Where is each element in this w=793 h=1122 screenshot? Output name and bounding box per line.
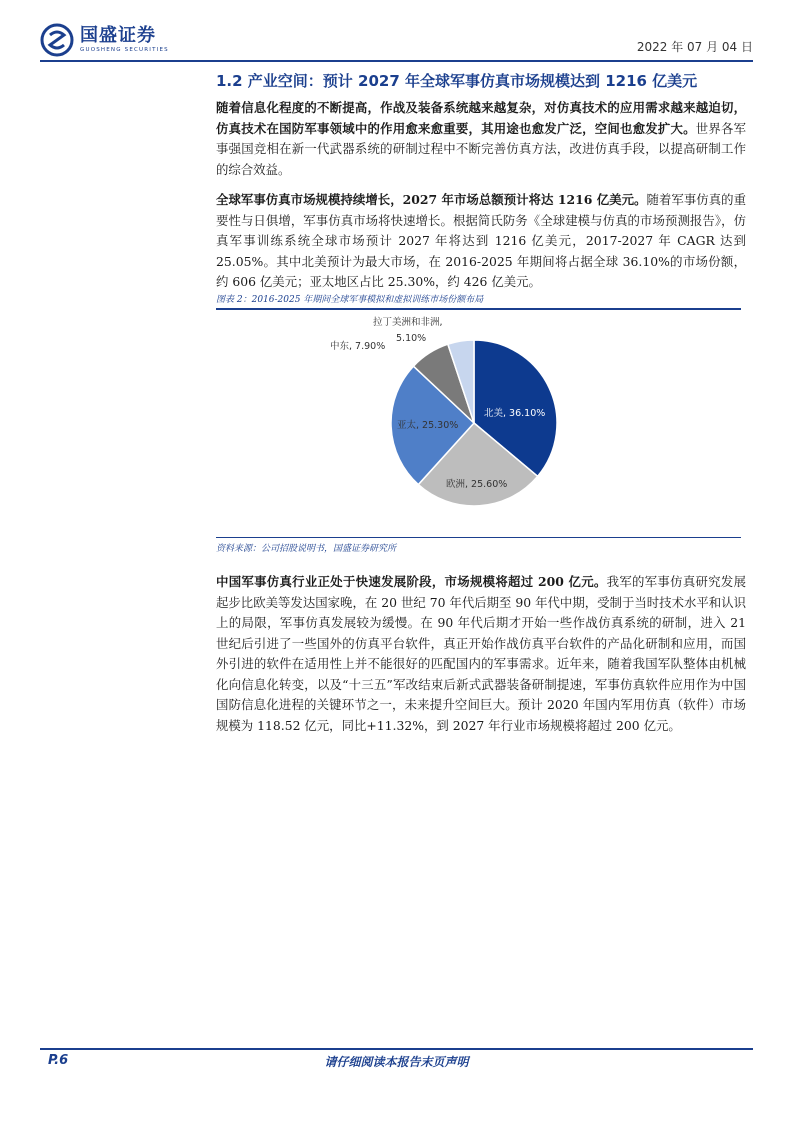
paragraph-3-lead: 中国军事仿真行业正处于快速发展阶段，市场规模将超过 200 亿元。 [216, 574, 607, 589]
figure-title: 图表 2：2016-2025 年期间全球军事模拟和虚拟训练市场份额布局 [216, 295, 484, 305]
slice-label-latam-africa-value: 5.10% [396, 333, 427, 344]
paragraph-2-body: 随着军事仿真的重要性与日俱增，军事仿真市场将快速增长。根据简氏防务《全球建模与仿真的市场预测报告》，仿真军事训练系统全球市场预计 2027 年将达到 1216 亿美元，2017-2027 年 CAGR 达到 25.05%。其中北美预计为最大市场，在 2016-2025 年期间将占据全球 36.10%的市场份额，约 606 亿美元；亚太地区占比 25.30%，约 426 亿美元。 [216, 192, 746, 289]
section-title: 1.2 产业空间：预计 2027 年全球军事仿真市场规模达到 1216 亿美元 [216, 72, 698, 90]
paragraph-3 [216, 572, 746, 736]
paragraph-3-body: 我军的军事仿真研究发展起步比欧美等发达国家晚，在 20 世纪 70 年代后期至 90 年代中期，受制于当时技术水平和认识上的局限，军事仿真发展较为缓慢。在 90 年代后期才开始一些作战仿真系统的研制，进入 21 世纪后引进了一些国外的仿真平台软件，真正开始作战仿真平台软件的产品化研制和应用，而国外引进的软件在适用性上并不能很好的匹配国内的军事需求。近年来，随着我国军队整体由机械化向信息化转变，以及“十三五”军改结束后新式武器装备研制提速，军事仿真软件应用作为中国国防信息化进程的关键环节之一，未来提升空间巨大。预计 2020 年国内军用仿真（软件）市场规模为 118.52 亿元，同比+11.32%，到 2027 年行业市场规模将超过 200 亿元。 [216, 574, 747, 733]
logo-mark-icon [40, 23, 74, 57]
logo-name-en: GUOSHENG SECURITIES [80, 47, 169, 53]
figure-bottom-rule [216, 537, 741, 538]
slice-label-north-america: 北美, 36.10% [484, 408, 546, 419]
paragraph-2 [216, 190, 746, 293]
figure-source: 资料来源：公司招股说明书，国盛证券研究所 [216, 544, 397, 554]
page-number: P.6 [48, 1053, 69, 1068]
paragraph-1 [216, 98, 746, 180]
figure-top-rule [216, 308, 741, 310]
footer-divider [40, 1048, 753, 1050]
slice-label-middle-east: 中东, 7.90% [330, 341, 386, 352]
slice-label-latam-africa: 拉丁美洲和非洲, [373, 317, 443, 328]
market-share-pie-chart [216, 312, 741, 534]
paragraph-2-lead: 全球军事仿真市场规模持续增长，2027 年市场总额预计将达 1216 亿美元。 [216, 192, 647, 207]
slice-label-europe: 欧洲, 25.60% [446, 479, 508, 490]
slice-label-asia-pacific: 亚太, 25.30% [397, 420, 459, 431]
page-header [40, 22, 753, 62]
disclaimer-notice: 请仔细阅读本报告末页声明 [324, 1055, 469, 1069]
header-divider [40, 60, 753, 62]
logo-name-cn: 国盛证券 [80, 25, 156, 46]
company-logo [40, 22, 169, 58]
paragraph-1-body: 世界各军事强国竞相在新一代武器系统的研制过程中不断完善仿真方法，改进仿真手段，以提高研制工作的综合效益。 [216, 120, 747, 177]
report-date: 2022 年 07 月 04 日 [636, 40, 753, 54]
paragraph-1-lead: 随着信息化程度的不断提高，作战及装备系统越来越复杂，对仿真技术的应用需求越来越迫切，仿真技术在国防军事领域中的作用愈来愈重要，其用途也愈发广泛，空间也愈发扩大。 [216, 100, 746, 136]
